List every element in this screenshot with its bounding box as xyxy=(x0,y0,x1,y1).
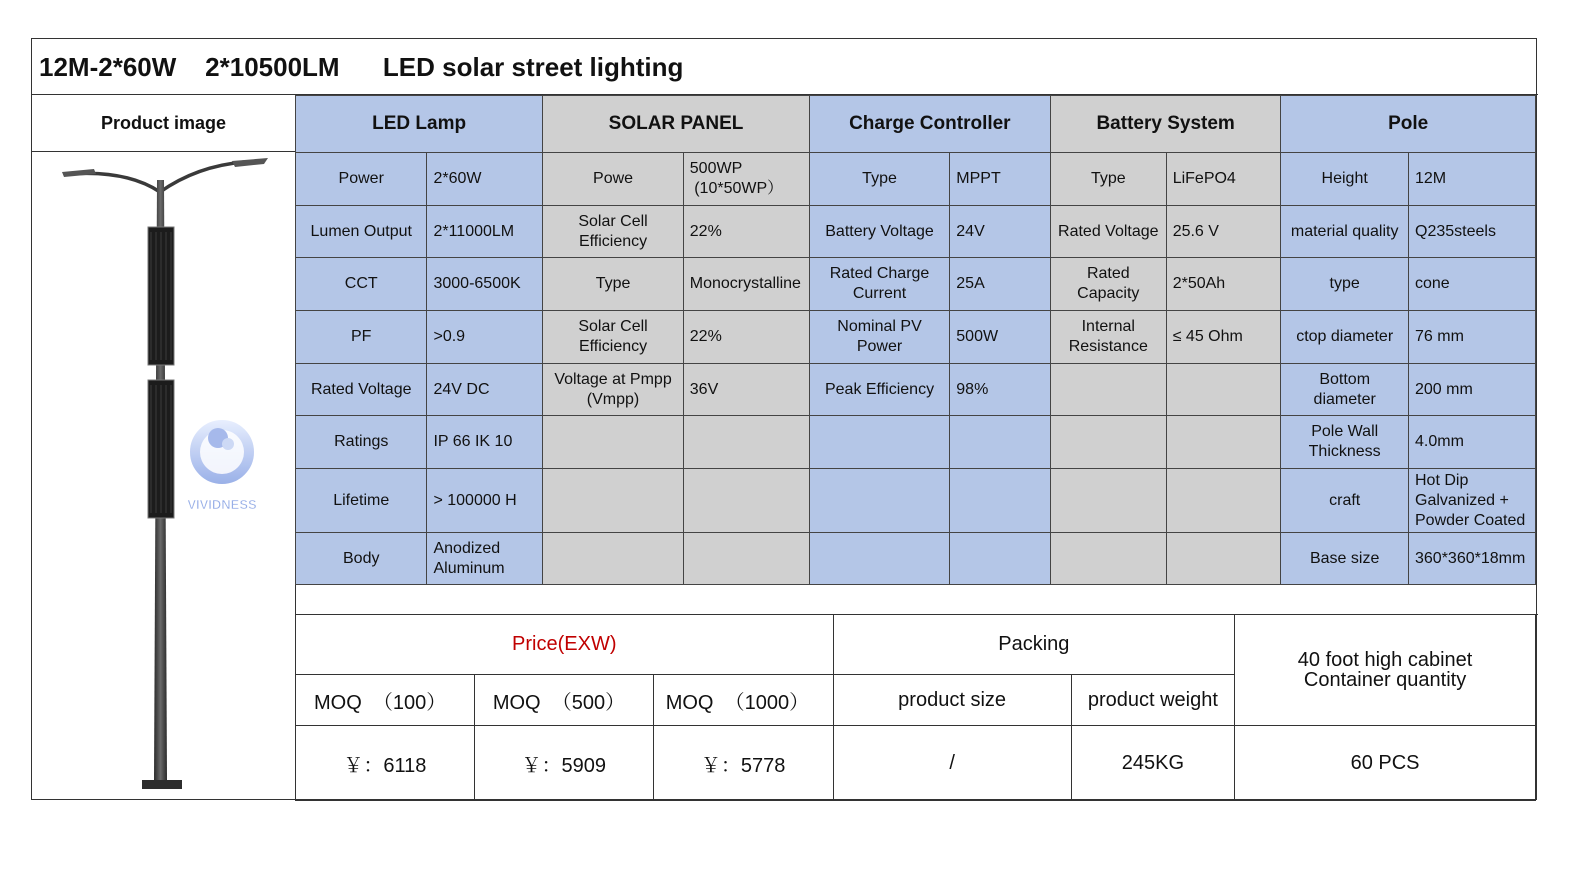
spec-row xyxy=(296,153,1536,206)
battery-system-label xyxy=(1050,364,1166,416)
pole-value: 360*360*18mm xyxy=(1409,533,1536,585)
led-lamp-value: 3000-6500K xyxy=(427,258,543,311)
led-lamp-value: 2*11000LM xyxy=(427,206,543,258)
pole-label: craft xyxy=(1281,469,1409,533)
battery-system-label: Rated Voltage xyxy=(1050,206,1166,258)
section-header-battery-system: Battery System xyxy=(1050,96,1280,153)
spec-sheet xyxy=(31,38,1537,800)
spec-table xyxy=(295,95,1536,585)
pole-value: Hot Dip Galvanized + Powder Coated xyxy=(1409,469,1536,533)
battery-system-label: Type xyxy=(1050,153,1166,206)
price-header: Price(EXW) xyxy=(296,615,834,675)
battery-system-value: LiFePO4 xyxy=(1166,153,1281,206)
battery-system-value xyxy=(1166,416,1281,469)
charge-controller-value: 500W xyxy=(950,311,1051,364)
solar-panel-label xyxy=(543,469,684,533)
pole-label: Base size xyxy=(1281,533,1409,585)
price-moq-1000: ￥：5778 xyxy=(653,726,833,801)
solar-panel-value: 500WP (10*50WP） xyxy=(683,153,809,206)
solar-panel-value xyxy=(683,533,809,585)
solar-panel-value xyxy=(683,469,809,533)
section-header-solar-panel: SOLAR PANEL xyxy=(543,96,809,153)
led-lamp-value: > 100000 H xyxy=(427,469,543,533)
price-moq-100: ￥：6118 xyxy=(296,726,475,801)
container-quantity-header: 40 foot high cabinet Container quantity xyxy=(1235,615,1536,726)
charge-controller-label: Battery Voltage xyxy=(809,206,950,258)
price-moq-500: ￥：5909 xyxy=(474,726,653,801)
led-lamp-label: Body xyxy=(296,533,427,585)
spec-row xyxy=(296,533,1536,585)
battery-system-value xyxy=(1166,533,1281,585)
solar-panel-label: Solar Cell Efficiency xyxy=(543,206,684,258)
svg-text:VIVIDNESS: VIVIDNESS xyxy=(187,497,257,512)
battery-system-label xyxy=(1050,469,1166,533)
charge-controller-value: 98% xyxy=(950,364,1051,416)
solar-panel-label: Voltage at Pmpp (Vmpp) xyxy=(543,364,684,416)
spec-row xyxy=(296,469,1536,533)
spec-row xyxy=(296,416,1536,469)
spec-row xyxy=(296,258,1536,311)
led-lamp-label: Lifetime xyxy=(296,469,427,533)
solar-panel-label xyxy=(543,533,684,585)
battery-system-value: 2*50Ah xyxy=(1166,258,1281,311)
street-light-pole-image xyxy=(32,152,296,801)
led-lamp-value: 2*60W xyxy=(427,153,543,206)
charge-controller-value xyxy=(950,469,1051,533)
pole-value: 200 mm xyxy=(1409,364,1536,416)
solar-panel-value: 22% xyxy=(683,311,809,364)
pole-label: material quality xyxy=(1281,206,1409,258)
section-header-led-lamp: LED Lamp xyxy=(296,96,543,153)
container-quantity-value: 60 PCS xyxy=(1235,726,1536,801)
moq-100-label: MOQ （100） xyxy=(296,675,475,726)
product-weight-label: product weight xyxy=(1071,675,1234,726)
product-size-value: / xyxy=(833,726,1071,801)
led-lamp-value: 24V DC xyxy=(427,364,543,416)
product-size-label: product size xyxy=(833,675,1071,726)
solar-panel-value xyxy=(683,416,809,469)
battery-system-label xyxy=(1050,416,1166,469)
product-weight-value: 245KG xyxy=(1071,726,1234,801)
section-header-pole: Pole xyxy=(1281,96,1536,153)
battery-system-value: 25.6 V xyxy=(1166,206,1281,258)
charge-controller-label xyxy=(809,469,950,533)
moq-500-label: MOQ （500） xyxy=(474,675,653,726)
charge-controller-value xyxy=(950,533,1051,585)
moq-1000-label: MOQ （1000） xyxy=(653,675,833,726)
solar-panel-value: 36V xyxy=(683,364,809,416)
pole-label: Height xyxy=(1281,153,1409,206)
led-lamp-value: IP 66 IK 10 xyxy=(427,416,543,469)
spacer-row xyxy=(295,584,1538,615)
pole-label: type xyxy=(1281,258,1409,311)
solar-panel-label: Powe xyxy=(543,153,684,206)
solar-panel-value: 22% xyxy=(683,206,809,258)
product-image xyxy=(32,152,296,801)
led-lamp-label: PF xyxy=(296,311,427,364)
pole-label: Pole Wall Thickness xyxy=(1281,416,1409,469)
charge-controller-label: Rated Charge Current xyxy=(809,258,950,311)
spec-row xyxy=(296,311,1536,364)
section-header-charge-controller: Charge Controller xyxy=(809,96,1050,153)
charge-controller-label: Peak Efficiency xyxy=(809,364,950,416)
led-lamp-label: CCT xyxy=(296,258,427,311)
charge-controller-value: 25A xyxy=(950,258,1051,311)
product-image-header: Product image xyxy=(32,95,296,152)
charge-controller-label: Nominal PV Power xyxy=(809,311,950,364)
charge-controller-value xyxy=(950,416,1051,469)
price-table xyxy=(295,614,1536,801)
battery-system-label: Internal Resistance xyxy=(1050,311,1166,364)
solar-panel-label xyxy=(543,416,684,469)
led-lamp-value: >0.9 xyxy=(427,311,543,364)
pole-label: ctop diameter xyxy=(1281,311,1409,364)
page-title: 12M-2*60W 2*10500LM LED solar street lighting xyxy=(32,39,1538,95)
pole-value: 76 mm xyxy=(1409,311,1536,364)
pole-value: 12M xyxy=(1409,153,1536,206)
battery-system-value xyxy=(1166,469,1281,533)
charge-controller-label xyxy=(809,533,950,585)
vividness-logo xyxy=(187,418,257,512)
led-lamp-label: Rated Voltage xyxy=(296,364,427,416)
pole-value: Q235steels xyxy=(1409,206,1536,258)
led-lamp-value: Anodized Aluminum xyxy=(427,533,543,585)
charge-controller-value: 24V xyxy=(950,206,1051,258)
led-lamp-label: Power xyxy=(296,153,427,206)
charge-controller-value: MPPT xyxy=(950,153,1051,206)
battery-system-label: Rated Capacity xyxy=(1050,258,1166,311)
pole-label: Bottom diameter xyxy=(1281,364,1409,416)
battery-system-value: ≤ 45 Ohm xyxy=(1166,311,1281,364)
led-lamp-label: Lumen Output xyxy=(296,206,427,258)
pole-value: 4.0mm xyxy=(1409,416,1536,469)
charge-controller-label: Type xyxy=(809,153,950,206)
battery-system-value xyxy=(1166,364,1281,416)
pole-value: cone xyxy=(1409,258,1536,311)
solar-panel-label: Solar Cell Efficiency xyxy=(543,311,684,364)
led-lamp-label: Ratings xyxy=(296,416,427,469)
spec-row xyxy=(296,206,1536,258)
packing-header: Packing xyxy=(833,615,1235,675)
solar-panel-label: Type xyxy=(543,258,684,311)
charge-controller-label xyxy=(809,416,950,469)
spec-row xyxy=(296,364,1536,416)
solar-panel-value: Monocrystalline xyxy=(683,258,809,311)
battery-system-label xyxy=(1050,533,1166,585)
